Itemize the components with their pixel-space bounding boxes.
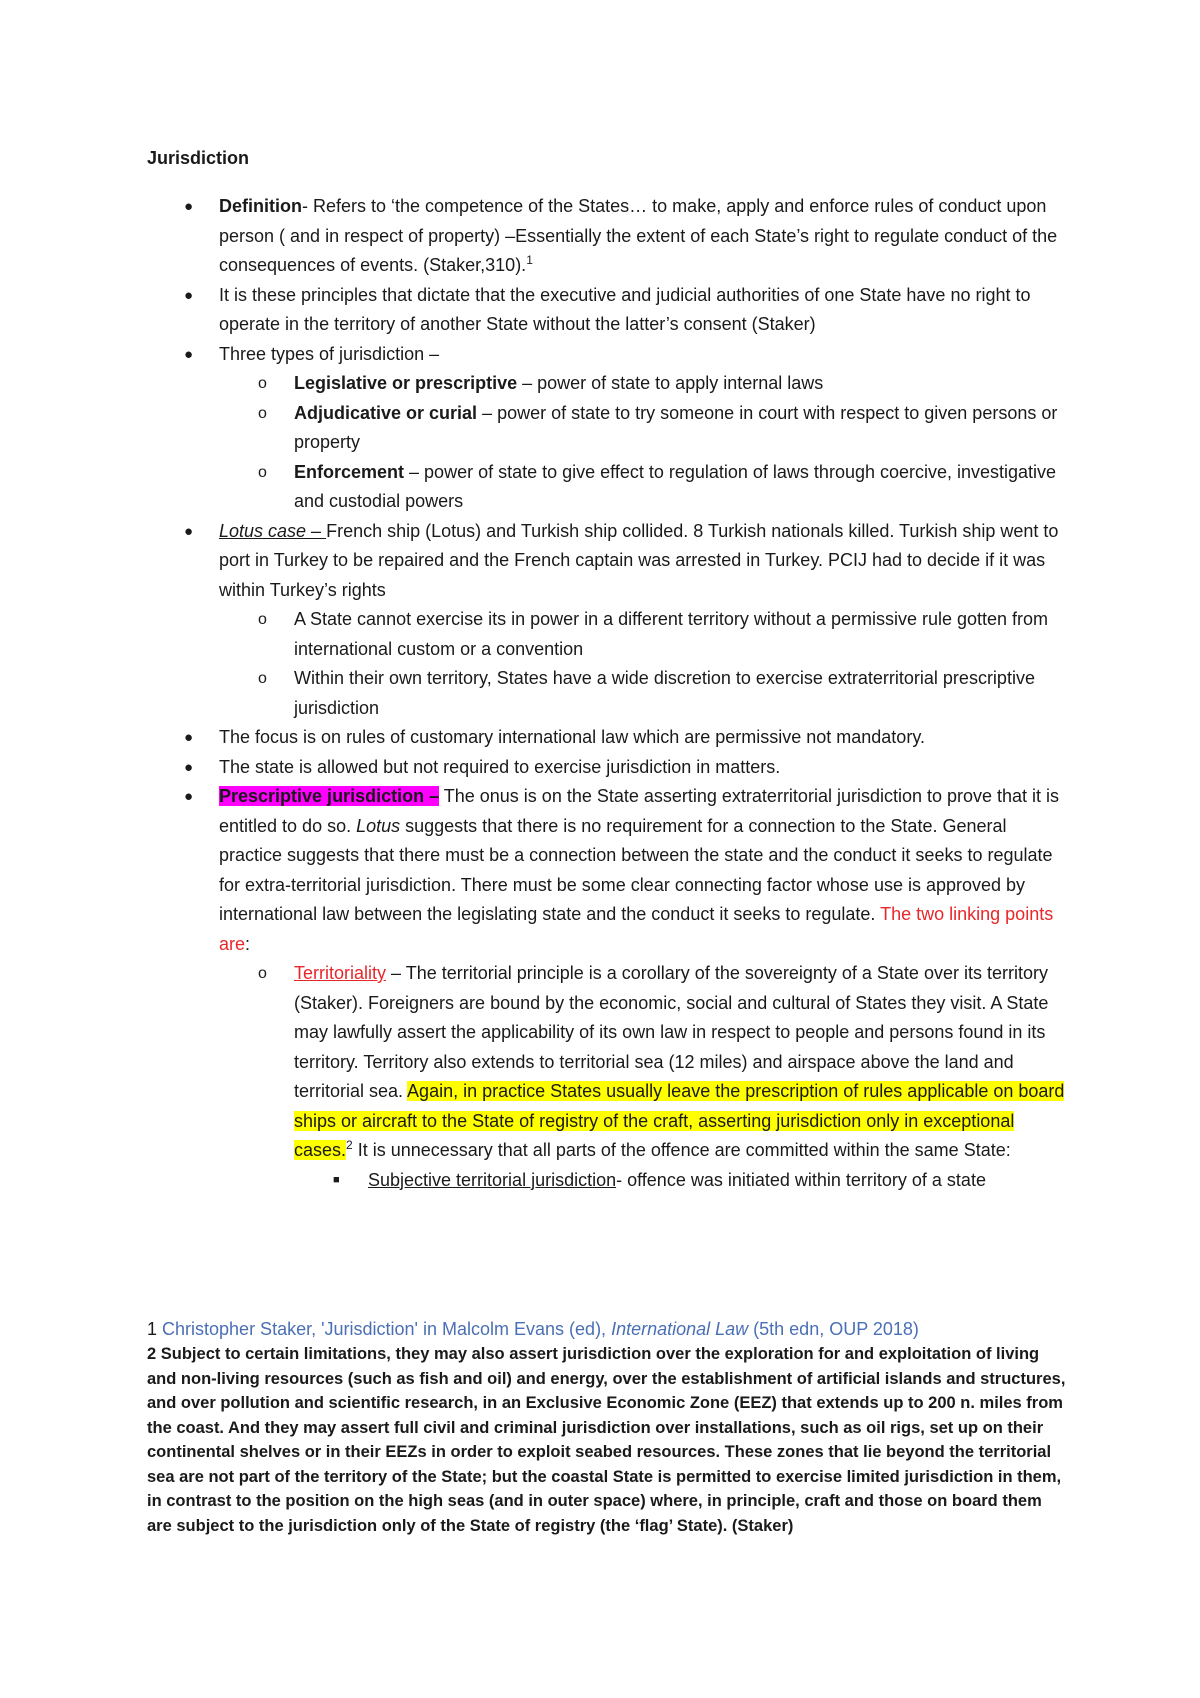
text-segment: Again, in practice States usually leave the prescription of rules applicable on board ships or aircraft to the State of registry of the craft, asserting jurisdiction only in exceptional cases. [294,1081,1065,1160]
bullet-marker: o [258,670,267,687]
bullet-marker: o [258,463,267,481]
bullet-marker: ● [184,729,194,746]
list-item [147,753,1067,783]
text-segment: It is unnecessary that all parts of the offence are committed within the same State: [352,1140,1011,1160]
text-segment: Enforcement [294,461,405,482]
bullet-marker: ● [184,198,194,215]
footnote-number: 2 [147,1345,157,1363]
list-item [147,458,1067,517]
text-segment: 1 [526,253,533,267]
footnote-text: Subject to certain limitations, they may also assert jurisdiction over the exploration for and exploitation of living and non-living resources (such as fish and oil) and energy, over the establishment of artificial islands and structures, and over pollution and scientific research, in an Exclusive Economic Zone (EEZ) that extends up to 200 n. miles from the coast. And they may assert full civil and criminal jurisdiction over installations, such as oil rigs, set up on their continental shelves or in their EEZs in order to exploit seabed resources. These zones that lie beyond the territorial sea are not part of the territory of the State; but the coastal State is permitted to exercise limited jurisdiction in them, in contrast to the position on the high seas (and in outer space) where, in principle, craft and those on board them are subject to the jurisdiction only of the State of registry (the ‘flag’ State). (Staker) [147,1345,1066,1535]
list-item [147,340,1067,370]
bullet-marker: ● [184,788,194,805]
text-segment: The onus is on the State asserting extraterritorial jurisdiction to prove that it is entitled to do so. [219,786,1060,836]
list-item [147,782,1067,959]
bullet-marker: o [258,965,267,982]
list-item [147,959,1067,1166]
text-segment: The state is allowed but not required to exercise jurisdiction in matters. [219,756,781,777]
text-segment: Prescriptive jurisdiction – [219,786,440,806]
footnote-text: Christopher Staker, 'Jurisdiction' in Malcolm Evans (ed), [157,1319,612,1339]
text-segment: - offence was initiated within territory of a state [616,1169,986,1190]
text-segment: – power of state to try someone in court with respect to given persons or property [294,402,1058,452]
text-segment: – power of state to apply internal laws [517,373,824,393]
footnote-1 [147,1316,1067,1342]
list-item [147,369,1067,399]
bullet-marker: o [258,375,267,392]
bullet-marker: o [258,404,267,422]
bullet-marker: ● [184,345,194,363]
bullet-marker: ■ [333,1173,340,1186]
list-item [147,723,1067,753]
bullet-marker: ● [184,522,194,540]
text-segment: Definition [219,196,302,216]
text-segment: Territoriality [294,963,387,983]
list-item [147,605,1067,664]
text-segment: A State cannot exercise its in power in a different territory without a permissive rule gotten from international custom or a convention [294,609,1049,659]
text-segment: suggests that there is no requirement for a connection to the State. General practice suggests that there must be a connection between the state and the conduct it seeks to regulate for extra-territorial jurisdiction. There must be some clear connecting factor whose use is approved by international law between the legislating state and the conduct it seeks to regulate. [219,815,1053,924]
bullet-marker: o [258,611,267,628]
list-item [147,1166,1067,1196]
text-segment: The focus is on rules of customary international law which are permissive not mandatory. [219,727,925,747]
text-segment: Subjective territorial jurisdiction [368,1169,617,1190]
list-item [147,192,1067,281]
text-segment: Legislative or prescriptive [294,373,518,393]
text-segment: – The territorial principle is a corollary of the sovereignty of a State over its territory (Staker). Foreigners are bound by the economic, social and cultural of States they visit. A State may lawfully assert the applicability of its own law in respect to people and persons found in its territory. Territory also extends to territorial sea (12 miles) and airspace above the land and territorial sea. [294,963,1049,1101]
list-item [147,517,1067,606]
text-segment: Lotus case – [219,520,327,541]
text-segment: The two linking points are [219,904,1054,954]
text-segment: Adjudicative or curial [294,402,478,423]
list-item [147,281,1067,340]
bullet-list [147,192,1067,1195]
text-segment: Within their own territory, States have a wide discretion to exercise extraterritorial prescriptive jurisdiction [294,668,1035,718]
text-segment: – power of state to give effect to regulation of laws through coercive, investigative and custodial powers [294,461,1057,511]
text-segment: Three types of jurisdiction – [219,343,440,364]
footnotes [147,1316,1067,1538]
text-segment: 2 [346,1138,353,1152]
text-segment: : [245,933,251,954]
text-segment: French ship (Lotus) and Turkish ship collided. 8 Turkish nationals killed. Turkish ship went to port in Turkey to be repaired and the French captain was arrested in Turkey. PCIJ had to decide if it was within Turkey’s rights [219,520,1059,600]
text-segment: - Refers to ‘the competence of the States… to make, apply and enforce rules of conduct upon person ( and in respect of property) –Essentially the extent of each State’s right to regulate conduct of the consequences of events. (Staker,310). [219,196,1058,275]
bullet-marker: ● [184,286,194,304]
list-item [147,664,1067,723]
footnote-text-end: (5th edn, OUP 2018) [748,1319,919,1339]
footnote-book-title: International Law [611,1319,749,1339]
page-title: Jurisdiction [147,148,250,168]
footnote-number: 1 [147,1319,158,1339]
text-segment: It is these principles that dictate that the executive and judicial authorities of one State have no right to operate in the territory of another State without the latter’s consent (Staker) [219,284,1031,334]
bullet-marker: ● [184,758,194,776]
text-segment: Lotus [356,815,401,836]
footnote-2 [147,1342,1067,1538]
list-item [147,399,1067,458]
